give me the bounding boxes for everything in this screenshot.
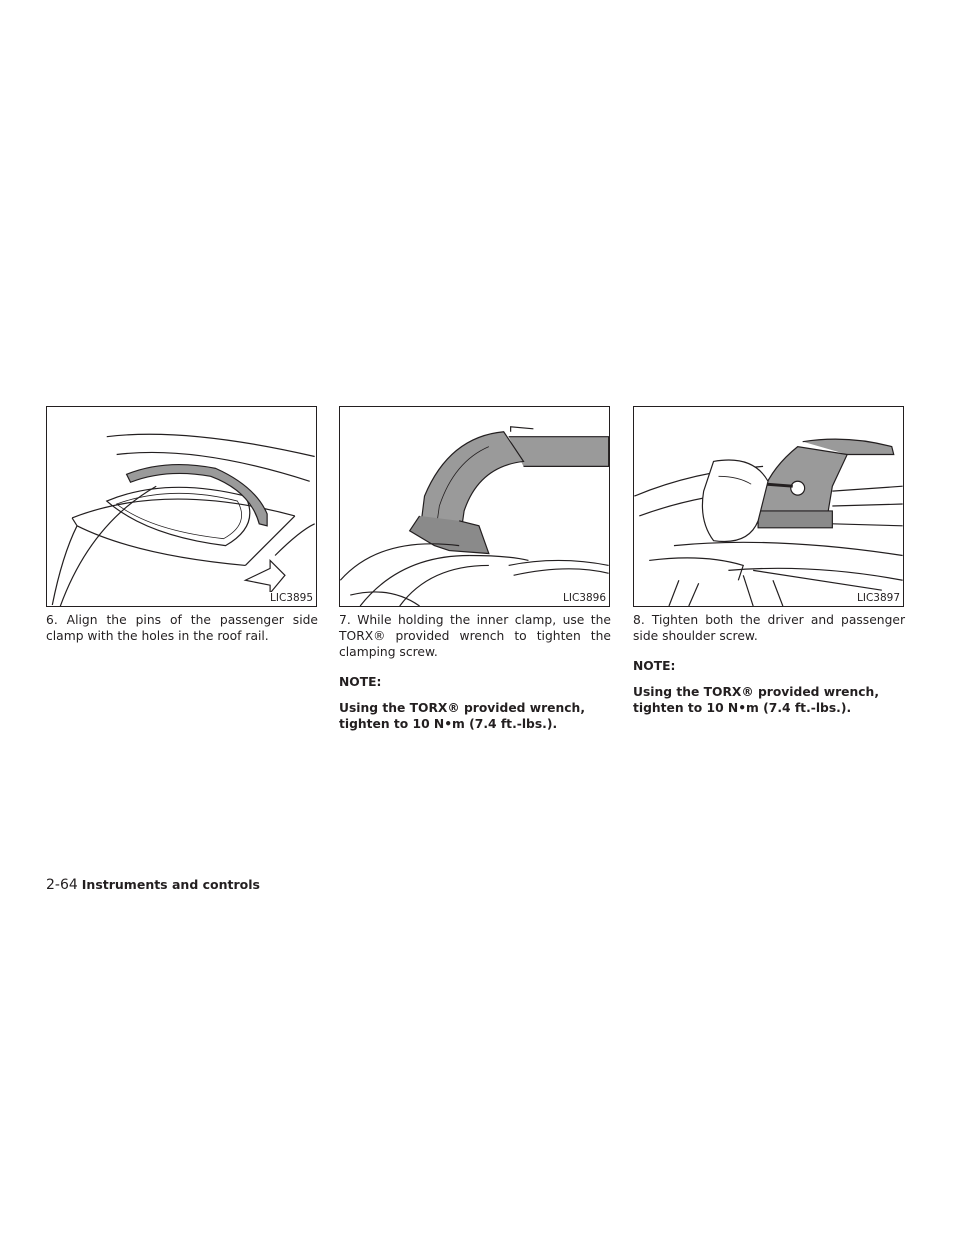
step-7-text: 7. While holding the inner clamp, use the TORX® provided wrench to tighten the clamping screw. [339,613,611,659]
note-heading: NOTE: [339,675,382,689]
figure-inner-clamp [339,406,610,607]
note-body: Using the TORX® provided wrench, tighten to 10 N•m (7.4 ft.-lbs.). [339,701,585,731]
figure-code: LIC3895 [270,592,313,604]
clamp-wrench-illustration [340,407,609,606]
figure-shoulder-screw [633,406,904,607]
page-footer [46,877,260,893]
note-heading: NOTE: [633,659,676,673]
note-body: Using the TORX® provided wrench, tighten to 10 N•m (7.4 ft.-lbs.). [633,685,879,715]
page-number: 2-64 [46,877,78,893]
step-8-text: 8. Tighten both the driver and passenger side shoulder screw. [633,613,905,643]
figure-roof-rail-clamp [46,406,317,607]
step-7-column [339,612,611,732]
figure-code: LIC3896 [563,592,606,604]
step-6-column [46,612,318,644]
step-6-text: 6. Align the pins of the passenger side clamp with the holes in the roof rail. [46,613,318,643]
shoulder-screw-illustration [634,407,903,606]
section-title: Instruments and controls [81,877,260,892]
step-8-column [633,612,905,716]
figure-code: LIC3897 [857,592,900,604]
roof-rail-illustration [47,407,316,606]
